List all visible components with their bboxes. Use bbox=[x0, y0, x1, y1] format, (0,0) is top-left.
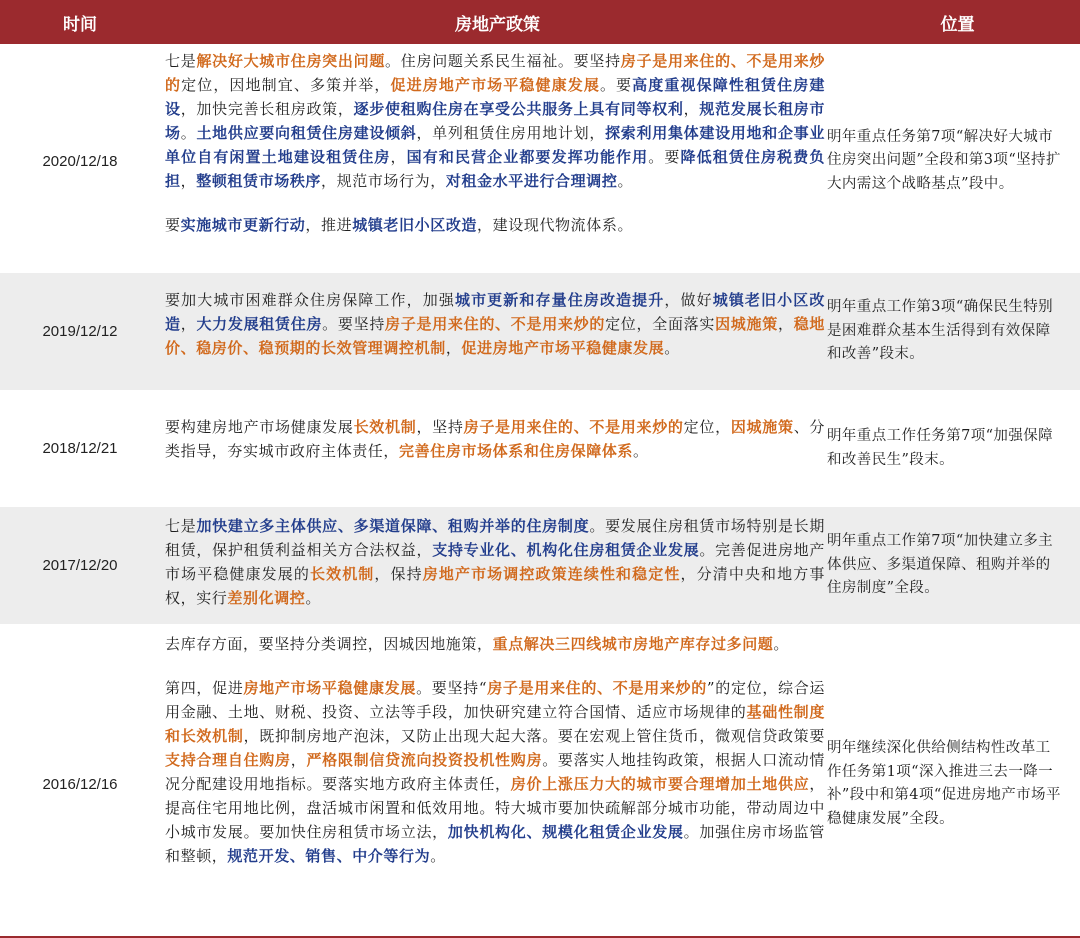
policy-text: 。 bbox=[664, 339, 680, 357]
policy-text: 。要 bbox=[599, 76, 633, 94]
policy-text: 。要坚持 bbox=[322, 315, 386, 333]
table-row bbox=[0, 273, 1080, 390]
policy-text: ，做好 bbox=[664, 291, 713, 309]
table-row bbox=[0, 390, 1080, 507]
highlight-orange: 房价上涨压力大的城市要合理增加土地供应 bbox=[510, 775, 810, 793]
policy-text: 七是 bbox=[165, 517, 197, 535]
highlight-orange: 严格限制信贷流向投资投机性购房 bbox=[306, 751, 543, 769]
policy-text: 七是 bbox=[165, 52, 197, 70]
row-date: 2019/12/12 bbox=[42, 323, 118, 340]
policy-text: ，单列租赁住房用地计划， bbox=[416, 124, 606, 142]
row-policy bbox=[0, 632, 825, 936]
policy-text: ，保持 bbox=[374, 565, 423, 583]
highlight-orange: 房子是用来住的、不是用来炒的 bbox=[165, 52, 825, 94]
highlight-orange: 房地产市场平稳健康发展 bbox=[243, 679, 417, 697]
row-policy bbox=[0, 288, 825, 390]
policy-text: ，既抑制房地产泡沫，又防止出现大起大落。要在宏观上管住货币，微观信贷政策要 bbox=[243, 727, 825, 745]
policy-text: 定位，因地制宜、多策并举， bbox=[181, 76, 391, 94]
row-location: 明年重点任务第7项“解决好大城市住房突出问题”全段和第3项“坚持扩大内需这个战略基点”段中。 bbox=[827, 128, 1061, 192]
policy-text: 。 bbox=[633, 442, 649, 460]
policy-text: ，加快完善长租房政策， bbox=[180, 100, 354, 118]
policy-text: ，规范市场行为， bbox=[321, 172, 446, 190]
highlight-blue: 高度重视保障性租赁住房建设 bbox=[165, 76, 825, 118]
row-location: 明年重点工作第7项“加快建立多主体供应、多渠道保障、租购并举的住房制度”全段。 bbox=[827, 533, 1054, 597]
policy-text: 。 bbox=[305, 589, 322, 607]
highlight-orange: 长效机制 bbox=[353, 418, 417, 436]
highlight-blue: 整顿租赁市场秩序 bbox=[196, 172, 322, 190]
highlight-blue: 加快建立多主体供应、多渠道保障、租购并举的住房制度 bbox=[196, 517, 590, 535]
row-location: 明年继续深化供给侧结构性改革工作任务第1项“深入推进三去一降一补”段中和第4项“促进房地产市场平稳健康发展”全段。 bbox=[827, 740, 1061, 827]
table-row bbox=[0, 624, 1080, 936]
policy-text: 。要发展住房租赁市场特别是长期租赁，保护租赁利益相关方合法权益， bbox=[165, 517, 825, 559]
highlight-blue: 大力发展租赁住房 bbox=[196, 315, 323, 333]
highlight-orange: 解决好大城市住房突出问题 bbox=[196, 52, 386, 70]
policy-text: ，分清中央和地方事权，实行 bbox=[165, 565, 825, 607]
policy-text: 。 bbox=[617, 172, 634, 190]
row-location: 明年重点工作第3项“确保民生特别是困难群众基本生活得到有效保障和改善”段末。 bbox=[827, 299, 1054, 363]
policy-text: 。 bbox=[180, 124, 197, 142]
highlight-orange: 房子是用来住的、不是用来炒的 bbox=[463, 418, 684, 436]
policy-text: 。要坚持“ bbox=[416, 679, 488, 697]
policy-paragraph bbox=[165, 514, 825, 610]
highlight-blue: 城镇老旧小区改造 bbox=[165, 291, 825, 333]
policy-text: ， bbox=[180, 315, 197, 333]
policy-text: 。 bbox=[773, 635, 790, 653]
policy-text: ”的定位，综合运用金融、土地、财税、投资、立法等手段，加快研究建立符合国情、适应市场规律的 bbox=[165, 679, 825, 721]
row-date: 2020/12/18 bbox=[42, 152, 118, 170]
policy-text: ， bbox=[390, 148, 407, 166]
row-date: 2016/12/16 bbox=[42, 775, 118, 793]
highlight-orange: 促进房地产市场平稳健康发展 bbox=[461, 339, 665, 357]
highlight-orange: 支持合理自住购房 bbox=[165, 751, 291, 769]
highlight-orange: 房地产市场调控政策连续性和稳定性 bbox=[422, 565, 681, 583]
row-date: 2017/12/20 bbox=[42, 557, 118, 574]
policy-text: ， bbox=[180, 172, 197, 190]
policy-text: ， bbox=[683, 100, 700, 118]
highlight-blue: 加快机构化、规模化租赁企业发展 bbox=[447, 823, 684, 841]
highlight-blue: 规范发展长租房市场 bbox=[165, 100, 825, 142]
policy-text: 去库存方面，要坚持分类调控，因城因地施策， bbox=[165, 635, 493, 653]
policy-text: 、分类指导，夯实城市政府主体责任， bbox=[165, 418, 826, 460]
policy-text: 。完善促进房地产市场平稳健康发展的 bbox=[165, 541, 825, 583]
highlight-blue: 土地供应要向租赁住房建设倾斜 bbox=[196, 124, 417, 142]
policy-text: ，坚持 bbox=[416, 418, 464, 436]
highlight-blue: 对租金水平进行合理调控 bbox=[445, 172, 618, 190]
policy-text: 。住房问题关系民生福祉。要坚持 bbox=[385, 52, 621, 70]
policy-paragraph bbox=[165, 632, 825, 656]
policy-paragraph bbox=[165, 415, 825, 463]
row-date: 2018/12/21 bbox=[42, 440, 118, 457]
highlight-orange: 稳地价、稳房价、稳预期的长效管理调控机制 bbox=[165, 315, 826, 357]
highlight-blue: 降低租赁住房税费负担 bbox=[165, 148, 825, 190]
highlight-orange: 长效机制 bbox=[309, 565, 375, 583]
highlight-blue: 实施城市更新行动 bbox=[180, 216, 306, 234]
row-policy bbox=[0, 415, 825, 507]
table-row bbox=[0, 507, 1080, 624]
policy-text: ， bbox=[777, 315, 794, 333]
header-location: 位置 bbox=[940, 14, 975, 35]
row-policy bbox=[0, 514, 825, 624]
policy-paragraph bbox=[165, 288, 825, 360]
policy-text: ，建设现代物流体系。 bbox=[477, 216, 634, 234]
highlight-blue: 探索利用集体建设用地和企事业单位自有闲置土地建设租赁住房 bbox=[165, 124, 825, 166]
highlight-orange: 促进房地产市场平稳健康发展 bbox=[390, 76, 600, 94]
header-policy: 房地产政策 bbox=[455, 14, 540, 35]
header-time: 时间 bbox=[63, 14, 97, 35]
highlight-orange: 基础性制度和长效机制 bbox=[165, 703, 825, 745]
policy-text: 。 bbox=[430, 847, 446, 865]
policy-text: ， bbox=[290, 751, 307, 769]
table-header bbox=[0, 0, 1080, 44]
policy-text: 要构建房地产市场健康发展 bbox=[165, 418, 354, 436]
table-row bbox=[0, 44, 1080, 273]
highlight-blue: 国有和民营企业都要发挥功能作用 bbox=[406, 148, 649, 166]
policy-text: 要 bbox=[165, 216, 181, 234]
policy-text: ， bbox=[445, 339, 462, 357]
highlight-orange: 房子是用来住的、不是用来炒的 bbox=[487, 679, 707, 697]
policy-paragraph bbox=[165, 213, 825, 237]
highlight-orange: 因城施策 bbox=[730, 418, 794, 436]
highlight-orange: 完善住房市场体系和住房保障体系 bbox=[399, 442, 634, 460]
highlight-blue: 逐步使租购住房在享受公共服务上具有同等权利 bbox=[353, 100, 684, 118]
highlight-orange: 差别化调控 bbox=[227, 589, 306, 607]
highlight-orange: 因城施策 bbox=[715, 315, 778, 333]
policy-text: 。加强住房市场监管和整顿， bbox=[165, 823, 825, 865]
highlight-orange: 重点解决三四线城市房地产库存过多问题 bbox=[492, 635, 774, 653]
policy-paragraph bbox=[165, 49, 825, 193]
policy-text: 。要 bbox=[648, 148, 681, 166]
row-location: 明年重点工作任务第7项“加强保障和改善民生”段末。 bbox=[827, 428, 1054, 468]
policy-text: 第四，促进 bbox=[165, 679, 244, 697]
highlight-blue: 规范开发、销售、中介等行为 bbox=[227, 847, 431, 865]
highlight-orange: 房子是用来住的、不是用来炒的 bbox=[385, 315, 606, 333]
policy-text: 要加大城市困难群众住房保障工作，加强 bbox=[165, 291, 455, 309]
policy-paragraph bbox=[165, 676, 825, 868]
row-policy bbox=[0, 49, 825, 273]
policy-text: 定位，全面落实 bbox=[605, 315, 716, 333]
highlight-blue: 城镇老旧小区改造 bbox=[352, 216, 478, 234]
policy-text: ，提高住宅用地比例，盘活城市闲置和低效用地。特大城市要加快疏解部分城市功能，带动周边中小城市发展。要加快住房租赁市场立法， bbox=[165, 775, 826, 841]
policy-text: 。要落实人地挂钩政策，根据人口流动情况分配建设用地指标。要落实地方政府主体责任， bbox=[165, 751, 825, 793]
highlight-blue: 城市更新和存量住房改造提升 bbox=[454, 291, 665, 309]
policy-text: ，推进 bbox=[305, 216, 353, 234]
policy-text: 定位， bbox=[683, 418, 731, 436]
highlight-blue: 支持专业化、机构化住房租赁企业发展 bbox=[432, 541, 700, 559]
